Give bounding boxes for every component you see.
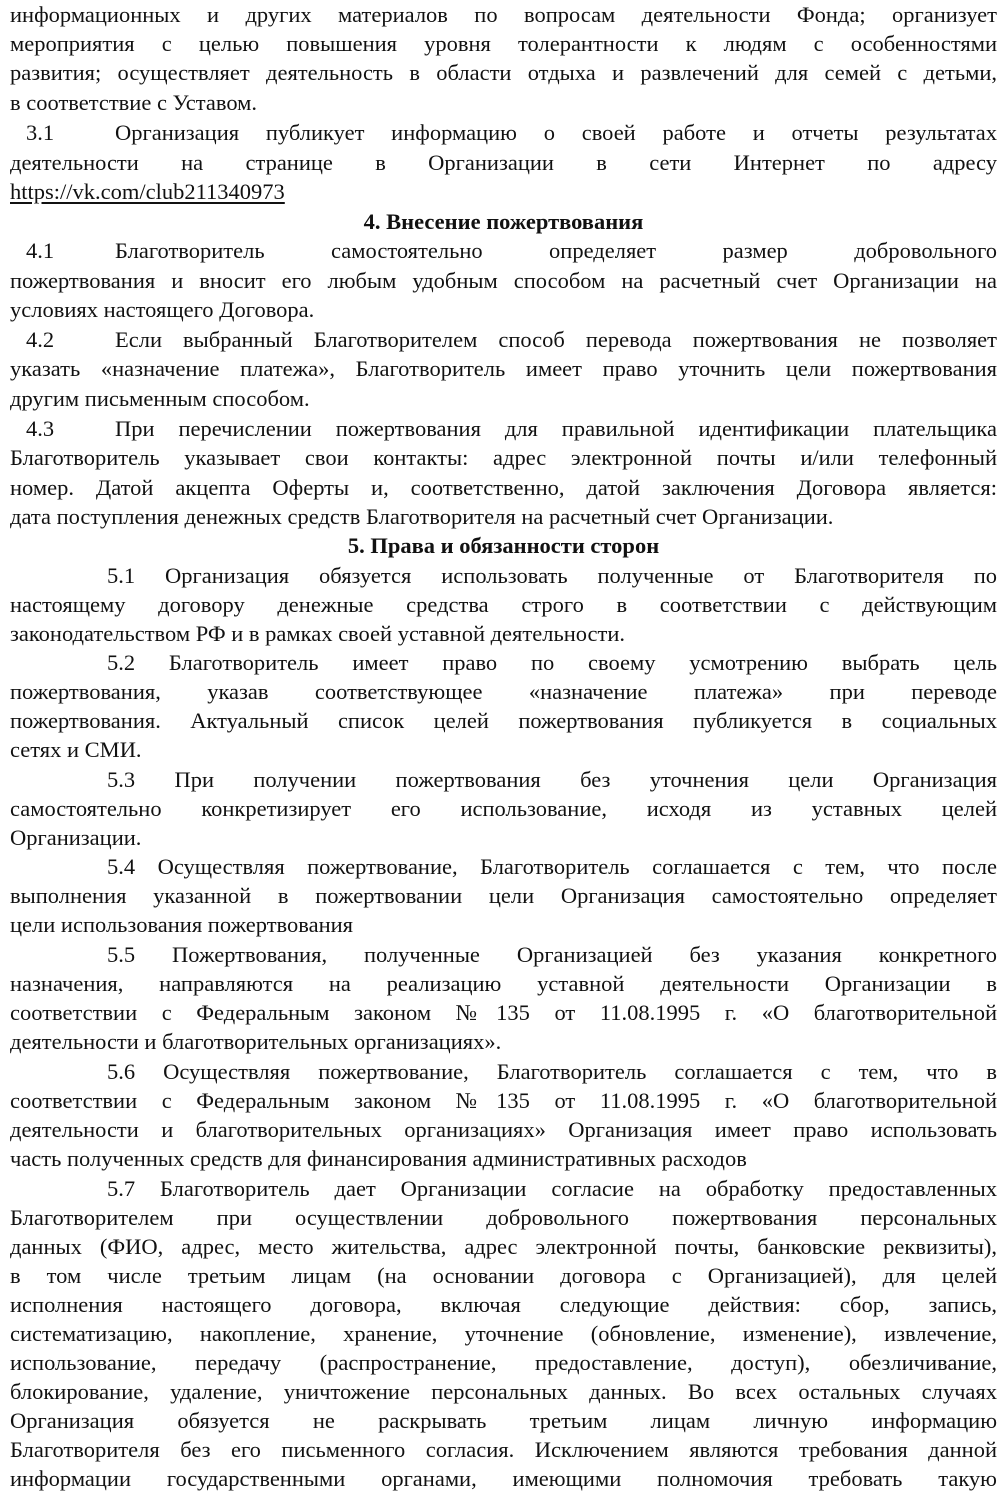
text-line: Если выбранный Благотворителем способ перевода пожертвования не позволяет xyxy=(115,327,997,352)
text-line: данных (ФИО, адрес, место жительства, адрес электронной почты, банковские реквизиты), xyxy=(10,1234,997,1259)
text-line: 5.7 Благотворитель дает Организации согласие на обработку предоставленных xyxy=(107,1176,997,1201)
section-heading: 4. Внесение пожертвования xyxy=(363,209,644,234)
text-line: информационных и других материалов по вопросам деятельности Фонда; организует xyxy=(10,2,997,27)
text-line: законодательством РФ и в рамках своей уставной деятельности. xyxy=(10,621,626,646)
text-line: деятельности и благотворительных организациях» Организация имеет право использовать xyxy=(10,1117,997,1142)
text-line: развития; осуществляет деятельность в области отдыха и развлечений для семей с детьми, xyxy=(10,60,997,85)
text-line: часть полученных средств для финансирования административных расходов xyxy=(10,1146,747,1171)
text-line: другим письменным способом. xyxy=(10,386,310,411)
text-line: соответствии с Федеральным законом №135 от 11.08.1995 г. «О благотворительной xyxy=(10,1000,997,1025)
text-line: исполнения настоящего договора, включая следующие действия: сбор, запись, xyxy=(10,1292,997,1317)
text-line: номер. Датой акцепта Оферты и, соответственно, датой заключения Договора является: xyxy=(10,475,997,500)
vk-club-link[interactable]: https://vk.com/club211340973 xyxy=(10,179,285,204)
text-line: Благотворитель самостоятельно определяет размер добровольного xyxy=(115,238,997,263)
text-line: пожертвования и вносит его любым удобным способом на расчетный счет Организации на xyxy=(10,268,997,293)
text-line: При перечислении пожертвования для правильной идентификации плательщика xyxy=(115,416,997,441)
text-line: цели использования пожертвования xyxy=(10,912,354,937)
text-line: Благотворителем при осуществлении добровольного пожертвования персональных xyxy=(10,1205,997,1230)
clause-number: 4.1 xyxy=(26,238,55,263)
text-line: пожертвования. Актуальный список целей пожертвования публикуется в социальных xyxy=(10,708,997,733)
text-line: систематизацию, накопление, хранение, уточнение (обновление, изменение), извлечение, xyxy=(10,1321,997,1346)
text-line: информации государственными органами, имеющими полномочия требовать такую xyxy=(10,1466,997,1491)
text-line: использование, передачу (распространение, предоставление, доступ), обезличивание, xyxy=(10,1350,997,1375)
text-line: 5.5 Пожертвования, полученные Организацией без указания конкретного xyxy=(107,942,997,967)
text-line: Благотворитель указывает свои контакты: адрес электронной почты и/или телефонный xyxy=(10,445,997,470)
text-line: Организация обязуется не раскрывать третьим лицам личную информацию xyxy=(10,1408,997,1433)
text-line: самостоятельно конкретизирует его использование, исходя из уставных целей xyxy=(10,796,997,821)
text-line: выполнения указанной в пожертвовании цели Организация самостоятельно определяет xyxy=(10,883,997,908)
text-line: блокирование, удаление, уничтожение персональных данных. Во всех остальных случаях xyxy=(10,1379,997,1404)
url-line xyxy=(10,177,997,206)
text-line: назначения, направляются на реализацию уставной деятельности Организации в xyxy=(10,971,997,996)
text-line: 5.1 Организация обязуется использовать полученные от Благотворителя по xyxy=(107,563,997,588)
text-line: в соответствие с Уставом. xyxy=(10,90,258,115)
text-line: Организации. xyxy=(10,825,142,850)
text-line: Благотворителя без его письменного согласия. Исключением являются требования данной xyxy=(10,1437,997,1462)
text-line: Организация публикует информацию о своей работе и отчеты результатах xyxy=(115,120,997,145)
clause-number: 3.1 xyxy=(26,120,55,145)
text-line: мероприятия с целью повышения уровня толерантности к людям с особенностями xyxy=(10,31,997,56)
text-line: в том числе третьим лицам (на основании договора с Организацией), для целей xyxy=(10,1263,997,1288)
text-line: деятельности на странице в Организации в сети Интернет по адресу xyxy=(10,150,997,175)
text-line: 5.4 Осуществляя пожертвование, Благотворитель соглашается с тем, что после xyxy=(107,854,997,879)
text-line: 5.2 Благотворитель имеет право по своему усмотрению выбрать цель xyxy=(107,650,997,675)
text-line: 5.3 При получении пожертвования без уточнения цели Организация xyxy=(107,767,997,792)
clause-number: 4.3 xyxy=(26,416,55,441)
text-line: соответствии с Федеральным законом №135 от 11.08.1995 г. «О благотворительной xyxy=(10,1088,997,1113)
text-line: дата поступления денежных средств Благотворителя на расчетный счет Организации. xyxy=(10,504,834,529)
text-line: указать «назначение платежа», Благотворитель имеет право уточнить цели пожертвования xyxy=(10,356,997,381)
text-line: 5.6 Осуществляя пожертвование, Благотворитель соглашается с тем, что в xyxy=(107,1059,997,1084)
clause-number: 4.2 xyxy=(26,327,55,352)
text-line: сетях и СМИ. xyxy=(10,737,142,762)
text-line: условиях настоящего Договора. xyxy=(10,297,315,322)
text-line: пожертвования, указав соответствующее «назначение платежа» при переводе xyxy=(10,679,997,704)
section-heading: 5. Права и обязанности сторон xyxy=(347,533,660,558)
text-line: настоящему договору денежные средства строго в соответствии с действующим xyxy=(10,592,997,617)
text-line: деятельности и благотворительных организациях». xyxy=(10,1029,502,1054)
